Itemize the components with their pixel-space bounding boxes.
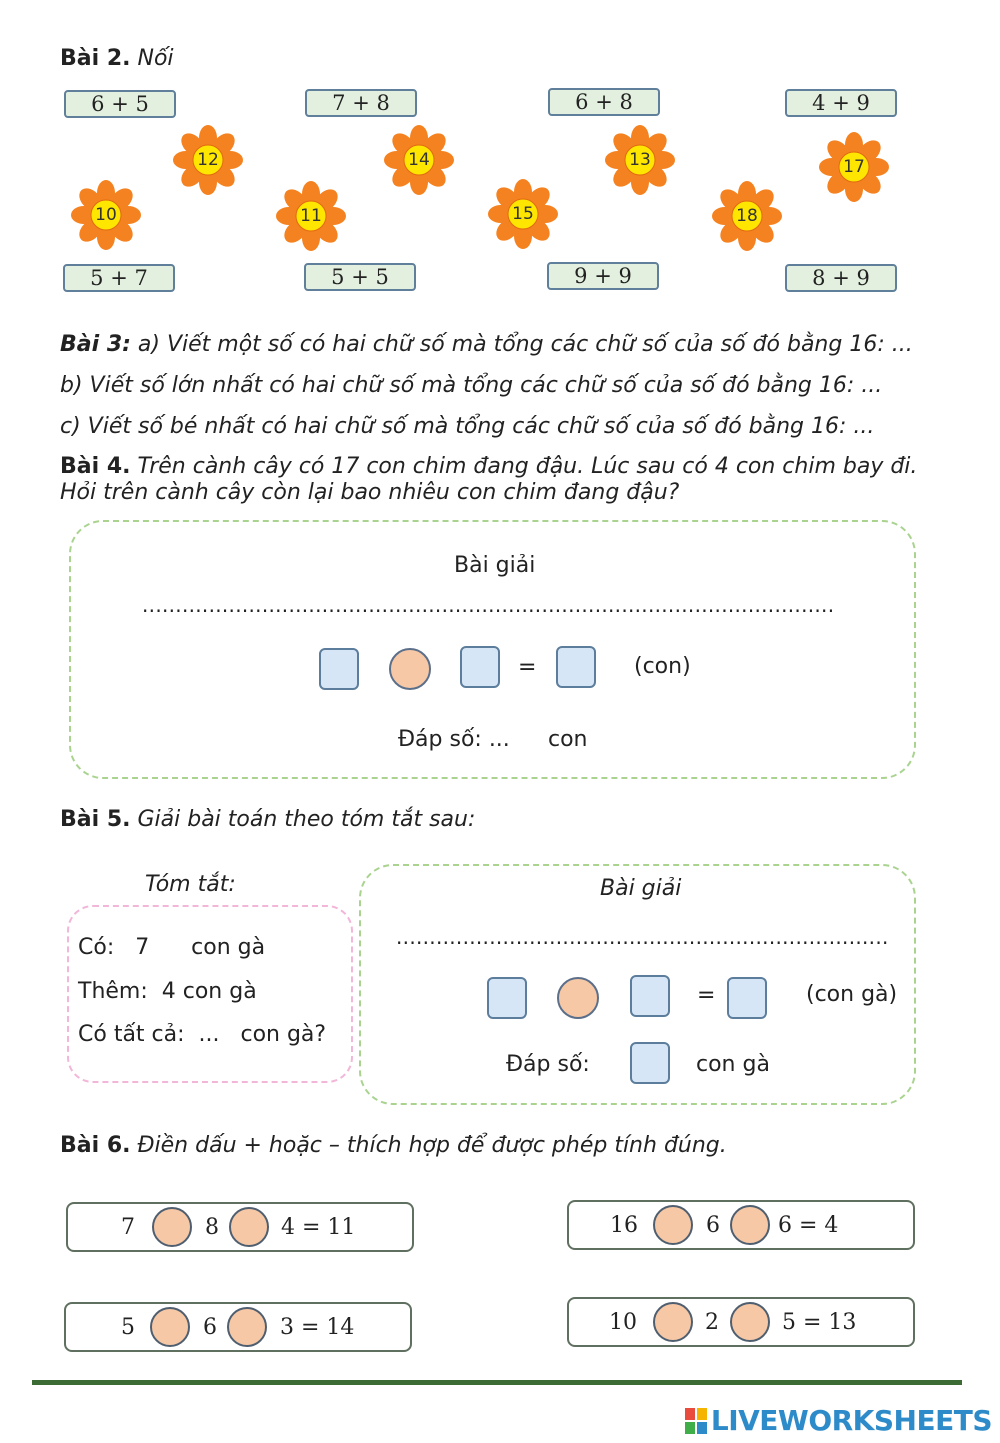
operator-circle[interactable] <box>730 1302 770 1342</box>
flower-number: 11 <box>300 206 322 226</box>
bai5-summary-line2: Thêm: 4 con gà <box>78 979 257 1004</box>
flower-number: 12 <box>197 150 219 170</box>
bai3-line-c: c) Viết số bé nhất có hai chữ số mà tổng các chữ số của số đó bằng 16: ... <box>60 414 875 439</box>
equation-result: 3 = 14 <box>280 1315 355 1340</box>
operator-circle[interactable] <box>150 1307 190 1347</box>
bai6-label: Bài 6. <box>60 1133 131 1158</box>
operator-circle[interactable] <box>152 1207 192 1247</box>
equation-number: 7 <box>121 1215 135 1240</box>
top-expression-box-4[interactable]: 4 + 9 <box>785 89 897 117</box>
bai4-equals-sign: = <box>518 655 537 680</box>
bai2-label: Bài 2. <box>60 46 131 71</box>
bai5-equals-sign: = <box>697 983 716 1008</box>
flower-number: 18 <box>736 206 758 226</box>
bai4-solution-title: Bài giải <box>454 553 536 578</box>
bai6-instruction: Điền dấu + hoặc – thích hợp để được phép tính đúng. <box>137 1133 727 1158</box>
equation-number: 5 <box>121 1315 135 1340</box>
bai3-label: Bài 3: <box>60 332 131 357</box>
bai4-line1: Trên cành cây có 17 con chim đang đậu. Lúc sau có 4 con chim bay đi. <box>137 454 918 479</box>
bai4-answer-dotline[interactable]: ........................................................................................................ <box>142 593 835 617</box>
bai5-label: Bài 5. <box>60 807 131 832</box>
bottom-expression-box-3[interactable]: 9 + 9 <box>547 262 659 290</box>
flower-10[interactable] <box>70 179 142 251</box>
equation-number: 6 <box>706 1213 720 1238</box>
bai5-answer-unit: con gà <box>696 1052 770 1077</box>
bai4-number-box-2[interactable] <box>460 646 500 688</box>
top-expression-box-1[interactable]: 6 + 5 <box>64 90 176 118</box>
top-expression-box-3[interactable]: 6 + 8 <box>548 88 660 116</box>
equation-number: 8 <box>205 1215 219 1240</box>
operator-circle[interactable] <box>730 1205 770 1245</box>
bottom-expression-box-1[interactable]: 5 + 7 <box>63 264 175 292</box>
bai2-instruction: Nối <box>137 46 174 71</box>
equation-result: 6 = 4 <box>778 1213 839 1238</box>
flower-18[interactable] <box>711 180 783 252</box>
bai2-heading <box>60 46 174 71</box>
flower-11[interactable] <box>275 180 347 252</box>
flower-14[interactable] <box>383 124 455 196</box>
bai3-line-b: b) Viết số lớn nhất có hai chữ số mà tổng các chữ số của số đó bằng 16: ... <box>60 373 883 398</box>
bottom-expression-box-2[interactable]: 5 + 5 <box>304 263 416 291</box>
bai4-operator-circle[interactable] <box>389 648 431 690</box>
operator-circle[interactable] <box>653 1205 693 1245</box>
bai3-line-a <box>60 332 913 357</box>
bai4-answer-label[interactable]: Đáp số: ... <box>398 727 510 752</box>
flower-number: 13 <box>629 150 651 170</box>
liveworksheets-logo <box>685 1404 992 1437</box>
bai6-heading <box>60 1133 727 1158</box>
bai5-answer-dotline[interactable]: .......................................................................... <box>396 925 889 949</box>
flower-17[interactable] <box>818 131 890 203</box>
bai3-a-text: a) Viết một số có hai chữ số mà tổng các chữ số của số đó bằng 16: ... <box>137 332 913 357</box>
equation-box-3 <box>64 1302 412 1352</box>
bottom-expression-box-4[interactable]: 8 + 9 <box>785 264 897 292</box>
bai5-number-box-2[interactable] <box>630 975 670 1017</box>
flower-number: 14 <box>408 150 430 170</box>
bai5-operator-circle[interactable] <box>557 977 599 1019</box>
equation-number: 16 <box>610 1213 638 1238</box>
bai4-number-box-1[interactable] <box>319 648 359 690</box>
liveworksheets-logo-icon <box>685 1408 707 1434</box>
bai4-question <box>60 454 917 479</box>
equation-box-1 <box>66 1202 414 1252</box>
equation-box-2 <box>567 1200 915 1250</box>
bai5-summary-line3: Có tất cả: ... con gà? <box>78 1022 327 1047</box>
equation-number: 10 <box>609 1310 637 1335</box>
bai5-solution-title: Bài giải <box>600 876 682 901</box>
bai4-result-box[interactable] <box>556 646 596 688</box>
flower-12[interactable] <box>172 124 244 196</box>
flower-number: 15 <box>512 204 534 224</box>
bai4-answer-unit: con <box>548 727 588 752</box>
operator-circle[interactable] <box>653 1302 693 1342</box>
bai5-instruction: Giải bài toán theo tóm tắt sau: <box>137 807 476 832</box>
bai5-result-box[interactable] <box>727 977 767 1019</box>
bai4-line2: Hỏi trên cành cây còn lại bao nhiêu con chim đang đậu? <box>60 480 680 505</box>
bai5-summary-line1: Có: 7 con gà <box>78 935 266 960</box>
equation-number: 6 <box>203 1315 217 1340</box>
bai4-label: Bài 4. <box>60 454 131 479</box>
top-expression-box-2[interactable]: 7 + 8 <box>305 89 417 117</box>
bai5-unit: (con gà) <box>806 982 898 1007</box>
flower-number: 17 <box>843 157 865 177</box>
flower-15[interactable] <box>487 178 559 250</box>
operator-circle[interactable] <box>229 1207 269 1247</box>
flower-13[interactable] <box>604 124 676 196</box>
bai4-unit: (con) <box>634 654 691 679</box>
bai5-summary-title: Tóm tắt: <box>145 872 236 897</box>
bai5-answer-box[interactable] <box>630 1042 670 1084</box>
bai5-number-box-1[interactable] <box>487 977 527 1019</box>
bai5-answer-label: Đáp số: <box>506 1052 590 1077</box>
footer-divider <box>32 1380 962 1385</box>
equation-result: 4 = 11 <box>281 1215 356 1240</box>
operator-circle[interactable] <box>227 1307 267 1347</box>
equation-number: 2 <box>705 1310 719 1335</box>
equation-box-4 <box>567 1297 915 1347</box>
equation-result: 5 = 13 <box>782 1310 857 1335</box>
flower-number: 10 <box>95 205 117 225</box>
bai5-heading <box>60 807 475 832</box>
logo-text: LIVEWORKSHEETS <box>710 1404 992 1437</box>
